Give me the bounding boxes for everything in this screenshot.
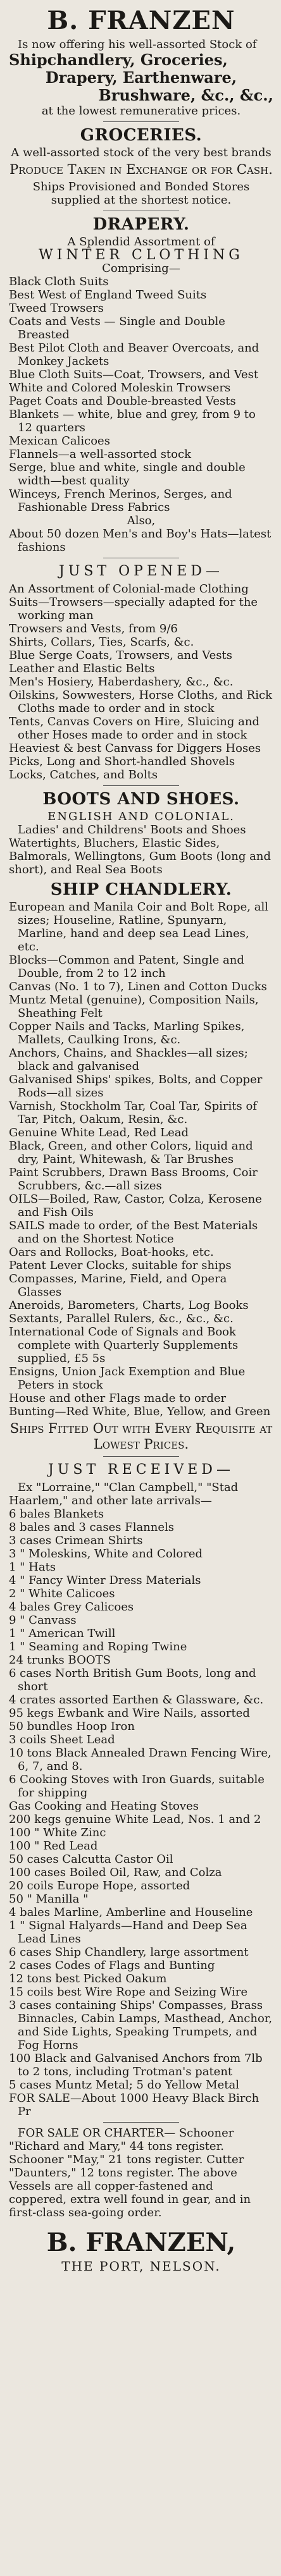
list-item: 50 cases Calcutta Castor Oil xyxy=(9,1853,173,1866)
intro-text: Is now offering his well-assorted Stock of xyxy=(18,38,257,51)
list-item: Aneroids, Barometers, Charts, Log Books xyxy=(9,1299,249,1312)
groceries-heading: GROCERIES. xyxy=(80,126,203,145)
divider xyxy=(103,2122,179,2123)
list-item: 100 " White Zinc xyxy=(9,1826,106,1839)
list-item: Blue Serge Coats, Trowsers, and Vests xyxy=(9,649,232,662)
list-item: 1 " American Twill xyxy=(9,1627,116,1640)
list-item: 1 " Signal Halyards—Hand and Deep Sea Lead Lines xyxy=(9,1919,247,1946)
list-item: Black Cloth Suits xyxy=(9,275,109,288)
list-item: Also, xyxy=(127,514,156,527)
list-item: 100 cases Boiled Oil, Raw, and Colza xyxy=(9,1866,222,1879)
for-sale-charter xyxy=(9,2126,273,2219)
list-item: 6 bales Blankets xyxy=(9,1507,104,1521)
list-item: An Assortment of Colonial-made Clothing xyxy=(9,582,249,596)
list-item: SAILS made to order, of the Best Materials and on the Shortest Notice xyxy=(9,1219,258,1246)
ship-list xyxy=(9,900,273,1418)
divider xyxy=(103,121,179,122)
list-item: Black, Green, and other Colors, liquid and dry, Paint, Whitewash, & Tar Brushes xyxy=(9,1139,253,1166)
list-item: Suits—Trowsers—specially adapted for the working man xyxy=(9,596,258,622)
list-item: 1 " Hats xyxy=(9,1561,56,1574)
list-item: Blankets — white, blue and grey, from 9 to 12 quarters xyxy=(9,408,256,434)
just-received-heading: JUST RECEIVED— xyxy=(48,1462,234,1478)
list-item: 9 " Canvass xyxy=(9,1614,77,1627)
list-item: Locks, Catches, and Bolts xyxy=(9,768,158,782)
list-item: Compasses, Marine, Field, and Opera Glasses xyxy=(9,1272,227,1299)
list-item: Gas Cooking and Heating Stoves xyxy=(9,1800,199,1813)
list-item: Winceys, French Merinos, Serges, and Fashionable Dress Fabrics xyxy=(9,488,232,514)
received-list xyxy=(9,1507,273,2118)
list-item: 95 kegs Ewbank and Wire Nails, assorted xyxy=(9,1707,250,1720)
drapery-heading: DRAPERY. xyxy=(92,215,190,234)
list-item: Heaviest & best Canvass for Diggers Hoses xyxy=(9,742,261,755)
list-item: 12 tons best Picked Oakum xyxy=(9,1972,167,1985)
list-item: Patent Lever Clocks, suitable for ships xyxy=(9,1259,232,1272)
list-item: 1 " Seaming and Roping Twine xyxy=(9,1640,187,1653)
stock-line-1: Shipchandlery, Groceries, xyxy=(9,51,228,69)
list-item: Coats and Vests — Single and Double Breasted xyxy=(9,315,225,341)
list-item: Muntz Metal (genuine), Composition Nails, Sheathing Felt xyxy=(9,993,259,1020)
list-item: Paint Scrubbers, Drawn Bass Brooms, Coir Scrubbers, &c.—all sizes xyxy=(9,1166,258,1193)
stock-line-2: Drapery, Earthenware, xyxy=(45,68,237,87)
for-sale-text: — Schooner "Richard and Mary," 44 tons register. Schooner "May," 21 tons register. Cutter "Daunters," 12 tons register. The above Vessels are all copper-fastened and coppered, extra well found in gear, and in first-class sea-going order. xyxy=(9,2126,251,2219)
list-item: Tents, Canvas Covers on Hire, Sluicing and other Hoses made to order and in stock xyxy=(9,715,259,742)
list-item: OILS—Boiled, Raw, Castor, Colza, Kerosene and Fish Oils xyxy=(9,1193,262,1219)
list-item: Canvas (No. 1 to 7), Linen and Cotton Ducks xyxy=(9,980,267,993)
drapery-sub: A Splendid Assortment of xyxy=(67,235,215,248)
stock-line-3: Brushware, &c., &c., xyxy=(98,86,273,104)
list-item: 6 cases North British Gum Boots, long and short xyxy=(9,1667,256,1693)
list-item: 4 bales Grey Calicoes xyxy=(9,1600,134,1614)
list-item: Blocks—Common and Patent, Single and Double, from 2 to 12 inch xyxy=(9,954,244,980)
list-item: Anchors, Chains, and Shackles—all sizes; black and galvanised xyxy=(9,1046,248,1073)
list-item: House and other Flags made to order xyxy=(9,1392,227,1405)
list-item: Oilskins, Sowwesters, Horse Cloths, and Rick Cloths made to order and in stock xyxy=(9,689,272,715)
list-item: European and Manila Coir and Bolt Rope, all sizes; Houseline, Ratline, Spunyarn, Marline, hand and deep sea Lead Lines, etc. xyxy=(9,900,268,954)
footer-merchant-name: B. FRANZEN, xyxy=(46,2228,236,2257)
comprising: Comprising— xyxy=(102,262,180,275)
list-item: 5 cases Muntz Metal; 5 do Yellow Metal xyxy=(9,2078,239,2092)
boots-heading: BOOTS AND SHOES. xyxy=(42,790,240,809)
list-item: 10 tons Black Annealed Drawn Fencing Wire, 6, 7, and 8. xyxy=(9,1746,272,1773)
list-item: Paget Coats and Double-breasted Vests xyxy=(9,395,236,408)
list-item: 3 coils Sheet Lead xyxy=(9,1733,115,1746)
list-item: International Code of Signals and Book complete with Quarterly Supplements supplied, £5 5s xyxy=(9,1325,239,1365)
list-item: 50 " Manilla " xyxy=(9,1892,89,1906)
ships-fitted-out: Ships Fitted Out with Every Requisite at Lowest Prices. xyxy=(9,1421,273,1452)
boots-text: Ladies' and Childrens' Boots and Shoes Watertights, Bluchers, Elastic Sides, Balmorals, Wellingtons, Gum Boots (long and short), and Real Sea Boots xyxy=(9,823,271,876)
just-opened-heading: JUST OPENED— xyxy=(59,563,223,579)
list-item: 6 Cooking Stoves with Iron Guards, suitable for shipping xyxy=(9,1773,265,1800)
list-item: 100 " Red Lead xyxy=(9,1839,98,1853)
list-item: 200 kegs genuine White Lead, Nos. 1 and 2 xyxy=(9,1813,261,1826)
divider xyxy=(103,1456,179,1457)
list-item: FOR SALE—About 1000 Heavy Black Birch Pr xyxy=(9,2092,259,2118)
ships-provisioned: Ships Provisioned and Bonded Stores supplied at the shortest notice. xyxy=(32,180,250,207)
drapery-list xyxy=(9,275,273,554)
list-item: 6 cases Ship Chandlery, large assortment xyxy=(9,1946,249,1959)
list-item: 20 coils Europe Hope, assorted xyxy=(9,1879,190,1892)
list-item: Copper Nails and Tacks, Marling Spikes, Mallets, Caulking Irons, &c. xyxy=(9,1020,245,1046)
list-item: Bunting—Red White, Blue, Yellow, and Green xyxy=(9,1405,271,1418)
list-item: 100 Black and Galvanised Anchors from 7lb to 2 tons, including Trotman's patent xyxy=(9,2052,263,2078)
list-item: Leather and Elastic Belts xyxy=(9,662,155,675)
list-item: Blue Cloth Suits—Coat, Trowsers, and Vest xyxy=(9,368,259,381)
produce-exchange: Produce Taken in Exchange or for Cash. xyxy=(9,162,273,177)
list-item: Best Pilot Cloth and Beaver Overcoats, and Monkey Jackets xyxy=(9,341,259,368)
list-item: About 50 dozen Men's and Boy's Hats—latest fashions xyxy=(9,527,272,554)
list-item: Shirts, Collars, Ties, Scarfs, &c. xyxy=(9,635,194,649)
list-item: Oars and Rollocks, Boat-hooks, etc. xyxy=(9,1246,214,1259)
list-item: Picks, Long and Short-handled Shovels xyxy=(9,755,235,768)
list-item: 2 " White Calicoes xyxy=(9,1587,115,1600)
list-item: Best West of England Tweed Suits xyxy=(9,288,207,302)
list-item: 24 trunks BOOTS xyxy=(9,1653,111,1667)
opened-list xyxy=(9,582,273,782)
list-item: Flannels—a well-assorted stock xyxy=(9,448,191,461)
footer-address: THE PORT, NELSON. xyxy=(61,2259,221,2274)
list-item: 4 crates assorted Earthen & Glassware, &c. xyxy=(9,1693,264,1707)
list-item: Trowsers and Vests, from 9/6 xyxy=(9,622,178,635)
list-item: Genuine White Lead, Red Lead xyxy=(9,1126,189,1139)
list-item: 4 bales Marline, Amberline and Houseline xyxy=(9,1906,253,1919)
list-item: 3 " Moleskins, White and Colored xyxy=(9,1547,203,1561)
list-item: 15 coils best Wire Rope and Seizing Wire xyxy=(9,1985,248,1999)
list-item: Tweed Trowsers xyxy=(9,302,104,315)
list-item: Galvanised Ships' spikes, Bolts, and Copper Rods—all sizes xyxy=(9,1073,263,1100)
list-item: White and Colored Moleskin Trowsers xyxy=(9,381,231,395)
list-item: 8 bales and 3 cases Flannels xyxy=(9,1521,175,1534)
list-item: 2 cases Codes of Flags and Bunting xyxy=(9,1959,215,1972)
ship-chandlery-heading: SHIP CHANDLERY. xyxy=(50,880,232,899)
list-item: 3 cases Crimean Shirts xyxy=(9,1534,143,1547)
winter-clothing: WINTER CLOTHING xyxy=(39,247,244,263)
list-item: Sextants, Parallel Rulers, &c., &c., &c. xyxy=(9,1312,234,1325)
list-item: 50 bundles Hoop Iron xyxy=(9,1720,135,1733)
list-item: Varnish, Stockholm Tar, Coal Tar, Spirits of Tar, Pitch, Oakum, Resin, &c. xyxy=(9,1100,257,1126)
merchant-name-heading: B. FRANZEN xyxy=(47,6,235,35)
list-item: 3 cases containing Ships' Compasses, Brass Binnacles, Cabin Lamps, Masthead, Anchor, and Side Lights, Speaking Trumpets, and Fog Horns xyxy=(9,1999,273,2052)
prices-line: at the lowest remunerative prices. xyxy=(41,104,241,118)
list-item: Mexican Calicoes xyxy=(9,434,110,448)
list-item: Serge, blue and white, single and double width—best quality xyxy=(9,461,246,488)
for-sale-title: FOR SALE OR CHARTER xyxy=(18,2126,165,2140)
arrivals-line: Ex "Lorraine," "Clan Campbell," "Stad Haarlem," and other late arrivals— xyxy=(9,1481,239,1507)
divider xyxy=(103,785,179,786)
list-item: 4 " Fancy Winter Dress Materials xyxy=(9,1574,201,1587)
boots-sub: ENGLISH AND COLONIAL. xyxy=(47,810,235,823)
groceries-desc: A well-assorted stock of the very best brands xyxy=(11,146,272,159)
list-item: Men's Hosiery, Haberdashery, &c., &c. xyxy=(9,675,234,689)
list-item: Ensigns, Union Jack Exemption and Blue Peters in stock xyxy=(9,1365,246,1392)
